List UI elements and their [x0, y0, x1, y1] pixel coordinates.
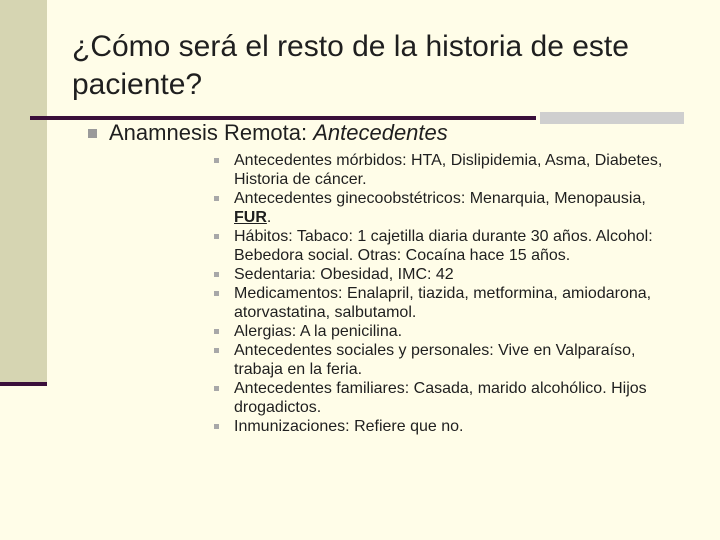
bullet-icon — [214, 196, 219, 201]
list-item-text-end: . — [266, 209, 272, 226]
bullet-icon — [214, 329, 219, 334]
list-item-text: Antecedentes ginecoobstétricos: Menarquia, Menopausia, — [234, 190, 646, 207]
left-decorative-band — [0, 0, 47, 382]
list-item-text: Hábitos: Tabaco: 1 cajetilla diaria durante 30 años. Alcohol: Bebedora social. Otras: Cocaína hace 15 años. — [234, 228, 653, 264]
list-item — [214, 284, 674, 322]
list-item-text: Antecedentes familiares: Casada, marido alcohólico. Hijos drogadictos. — [234, 380, 647, 416]
list-item — [214, 151, 674, 189]
slide-title: ¿Cómo será el resto de la historia de este paciente? — [72, 30, 629, 101]
square-bullet-icon — [88, 129, 97, 138]
list-item-text: Sedentaria: Obesidad, IMC: 42 — [234, 266, 454, 283]
section-label: Anamnesis Remota: — [109, 120, 308, 145]
bullet-icon — [214, 158, 219, 163]
section-label-italic: Antecedentes — [313, 120, 448, 145]
list-item — [214, 341, 674, 379]
section-heading — [88, 120, 448, 146]
bullet-icon — [214, 424, 219, 429]
list-item — [214, 265, 674, 284]
list-item-text: Medicamentos: Enalapril, tiazida, metformina, amiodarona, atorvastatina, salbutamol. — [234, 285, 652, 321]
list-item — [214, 379, 674, 417]
list-item — [214, 322, 674, 341]
list-item-text: Antecedentes mórbidos: HTA, Dislipidemia, Asma, Diabetes, Historia de cáncer. — [234, 152, 663, 188]
fur-highlight: FUR — [234, 209, 267, 226]
bullet-icon — [214, 386, 219, 391]
bullet-icon — [214, 272, 219, 277]
list-item-text: Antecedentes sociales y personales: Vive en Valparaíso, trabaja en la feria. — [234, 342, 636, 378]
list-item — [214, 189, 674, 227]
left-band-accent-line — [0, 382, 47, 386]
bullet-icon — [214, 234, 219, 239]
list-item-text: Alergias: A la penicilina. — [234, 323, 403, 340]
bullet-icon — [214, 291, 219, 296]
antecedentes-list — [214, 151, 674, 436]
title-underline-gray-block — [540, 112, 684, 124]
list-item — [214, 227, 674, 265]
bullet-icon — [214, 348, 219, 353]
list-item-text: Inmunizaciones: Refiere que no. — [234, 418, 464, 435]
list-item — [214, 417, 674, 436]
